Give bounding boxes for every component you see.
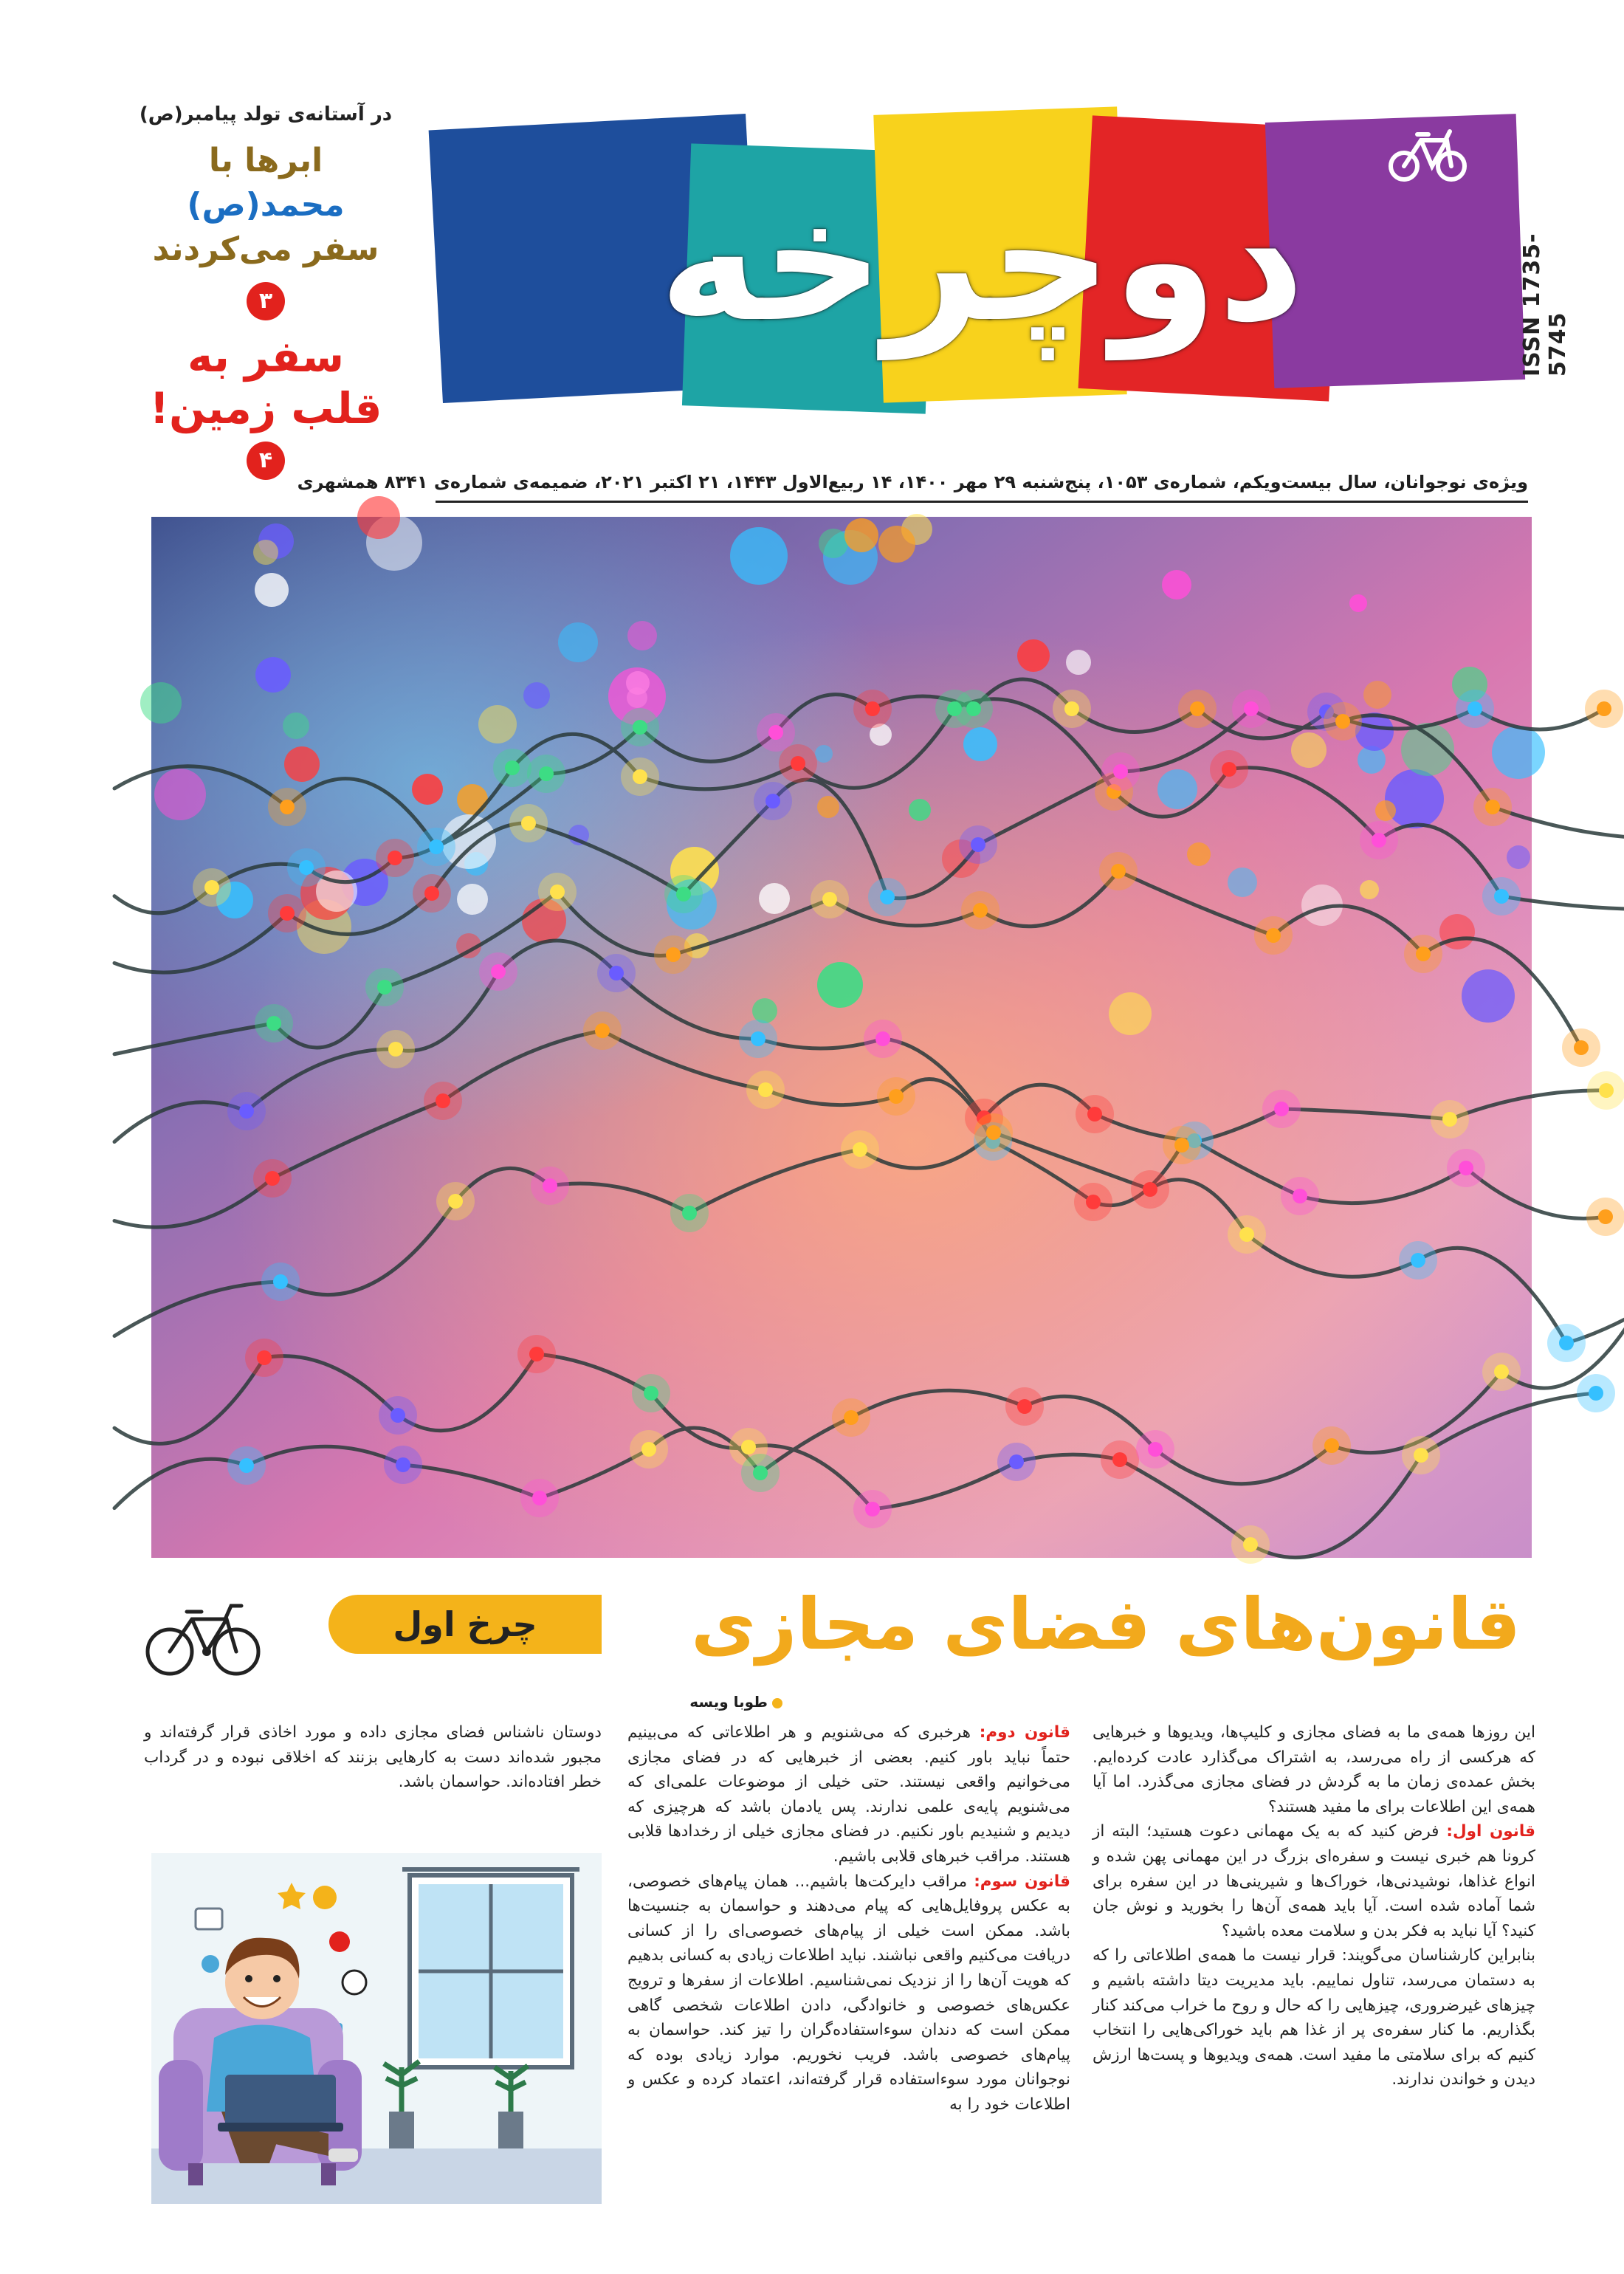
bulb xyxy=(768,725,783,740)
article-column-2 xyxy=(627,1720,1070,2193)
bulb xyxy=(1372,833,1386,848)
bokeh-light xyxy=(154,769,206,820)
bulb xyxy=(1266,928,1281,943)
bulb xyxy=(1113,764,1128,779)
bulb xyxy=(1111,864,1126,879)
bulb xyxy=(595,1023,610,1038)
bulb xyxy=(1597,701,1611,716)
bulb xyxy=(1143,1182,1157,1197)
law3-text: مراقب دایرکت‌ها باشیم... همان پیام‌های خصوصی، به عکس پروفایل‌هایی که پیام می‌دهند و حواسمان به جنسیت‌ها باشد. ممکن است خیلی از پیام‌های خصوصی‌ای را از کسانی دریافت می‌کنیم واقعی نباشند. نباید اطلاعات زیادی به کسانی بدهیم که هویت آن‌ها را از نزدیک نمی‌شناسیم. اطلاعات از سفرها و ترویج عکس‌های خصوصی و خانوادگی، دادن اطلاعات شخصی گاهی ممکن است که دندان سوءاستفاده‌گران را تیز کند. حواسمان به پیام‌های خصوصی باشد. فریب نخوریم. موارد زیادی بوده که نوجوانان مورد سوءاستفاده قرار گرفته‌اند، اعتماد کرده و عکس و اطلاعات خود را به xyxy=(627,1872,1070,2114)
bokeh-light xyxy=(1507,845,1530,869)
bokeh-light xyxy=(457,884,488,915)
bulb xyxy=(529,1347,544,1361)
bulb xyxy=(1009,1454,1024,1469)
bulb xyxy=(280,906,295,921)
bulb xyxy=(609,966,624,980)
bulb xyxy=(1112,1452,1127,1467)
bulb xyxy=(543,1178,557,1193)
bulb xyxy=(1293,1189,1307,1203)
string-lights-illustration xyxy=(151,517,1532,1558)
bulb xyxy=(1574,1040,1589,1055)
bokeh-light xyxy=(819,529,848,558)
bulb xyxy=(550,884,565,899)
bokeh-light xyxy=(844,518,878,552)
bulb xyxy=(1494,889,1509,904)
bulb xyxy=(204,880,219,895)
bokeh-light xyxy=(1157,769,1197,809)
bulb xyxy=(265,1171,280,1186)
bulb xyxy=(1411,1253,1425,1268)
bulb xyxy=(865,1502,880,1516)
bulb xyxy=(1414,1448,1428,1463)
bokeh-light xyxy=(1109,992,1152,1035)
bokeh-light xyxy=(1291,732,1327,768)
byline-dot-icon xyxy=(772,1698,782,1708)
bulb xyxy=(299,860,314,875)
dateline: ویژه‌ی نوجوانان، سال بیست‌ویکم، شماره‌ی ۱۰۵۳، پنج‌شنبه ۲۹ مهر ۱۴۰۰، ۱۴ ربیع‌الاول ۱۴۴۳، ۲۱ اکتبر ۲۰۲۱، ضمیمه‌ی شماره‌ی ۸۳۴۱ همشهری xyxy=(436,465,1528,503)
article-column-1 xyxy=(1093,1720,1535,2193)
bulb xyxy=(1494,1364,1509,1379)
bulb xyxy=(396,1457,410,1472)
bulb xyxy=(239,1458,254,1473)
bulb xyxy=(521,816,536,831)
bokeh-light xyxy=(357,496,400,539)
bokeh-light xyxy=(1228,868,1257,897)
side-headline-2[interactable] xyxy=(133,331,399,434)
side-headline-2-line1: سفر به xyxy=(187,332,344,382)
bulb xyxy=(424,886,439,901)
bulb xyxy=(539,766,554,781)
bulb xyxy=(436,1093,450,1108)
bulb xyxy=(973,903,988,918)
bokeh-light xyxy=(1066,650,1091,675)
bokeh-light xyxy=(627,621,657,650)
bulb xyxy=(1244,701,1259,716)
law1-label: قانون اول: xyxy=(1446,1822,1536,1841)
byline xyxy=(635,1691,782,1713)
bulb xyxy=(266,1016,281,1031)
col2-paragraph-law3 xyxy=(627,1869,1070,2117)
bulb xyxy=(1017,1399,1032,1414)
bulb xyxy=(1239,1227,1254,1242)
bulb xyxy=(1222,762,1236,777)
bicycle-icon xyxy=(144,1598,262,1680)
bulb xyxy=(1174,1138,1189,1153)
page-number-badge-1: ۳ xyxy=(247,282,285,320)
bulb xyxy=(1190,701,1205,716)
bokeh-light xyxy=(1162,570,1191,600)
section-label-pill: چرخ اول xyxy=(328,1595,602,1654)
bokeh-light xyxy=(1462,969,1515,1023)
bulb xyxy=(1598,1209,1613,1224)
bokeh-light xyxy=(730,527,788,585)
bulb xyxy=(1442,1112,1457,1127)
bokeh-light xyxy=(523,682,550,709)
law3-label: قانون سوم: xyxy=(974,1872,1070,1891)
bokeh-light xyxy=(909,799,931,821)
bokeh-light xyxy=(759,883,790,914)
bulb xyxy=(1243,1537,1258,1552)
bokeh-light xyxy=(1375,800,1396,821)
side-headline-2-line2: قلب زمین! xyxy=(149,383,382,433)
col1-paragraph-law1 xyxy=(1093,1819,1535,1943)
bulb xyxy=(1087,1107,1102,1121)
bulb xyxy=(1559,1336,1574,1350)
bokeh-light xyxy=(1349,594,1367,612)
bokeh-light xyxy=(284,746,320,782)
cover-photo-string-lights xyxy=(151,517,1532,1558)
bulb xyxy=(765,794,780,808)
bulb xyxy=(822,892,837,907)
bulb xyxy=(753,1466,768,1480)
bulb xyxy=(644,1386,658,1401)
bulb xyxy=(273,1274,288,1289)
bulb xyxy=(758,1082,773,1097)
bulb xyxy=(633,720,647,735)
bulb xyxy=(880,890,895,904)
bulb xyxy=(865,701,880,716)
bulb xyxy=(633,769,647,784)
bulb xyxy=(1086,1195,1101,1209)
page-number-badge-2: ۴ xyxy=(247,442,285,480)
bulb xyxy=(390,1408,405,1423)
side-headline-1-part2: محمد(ص) xyxy=(187,186,345,224)
bokeh-light xyxy=(1492,726,1545,779)
window-icon xyxy=(402,1869,579,2067)
bokeh-light xyxy=(878,526,915,563)
issn-number: ISSN 1735-5745 xyxy=(1519,233,1571,377)
bokeh-light xyxy=(817,796,839,818)
col3-paragraph-end: دوستان ناشناس فضای مجازی داده و مورد اخاذی قرار گرفته‌اند و مجبور شده‌اند دست به کارهایی بزنند که اخلاقی نبوده و در گرداب خطر افتاده‌اند. حواسمان باشد. xyxy=(144,1723,602,1792)
side-headlines xyxy=(133,103,399,517)
bulb xyxy=(429,839,444,854)
byline-author: طوبا ویسه xyxy=(689,1693,768,1711)
bokeh-light xyxy=(963,727,997,761)
bokeh-light xyxy=(140,682,182,724)
logo-wordmark: دوچرخه xyxy=(658,162,1305,360)
bulb xyxy=(532,1491,547,1505)
bulb xyxy=(1589,1386,1603,1401)
bokeh-light xyxy=(558,622,598,662)
bulb xyxy=(875,1031,890,1046)
bulb xyxy=(1335,714,1350,729)
bulb xyxy=(1148,1442,1163,1457)
bulb xyxy=(666,947,681,962)
bokeh-light xyxy=(752,998,777,1023)
bulb xyxy=(986,1125,1001,1140)
article-title: قانون‌های فضای مجازی xyxy=(691,1583,1521,1666)
bulb xyxy=(239,1104,254,1119)
law2-text: هرخبری که می‌شنویم و هر اطلاعاتی که می‌بینیم حتماً نباید باور کنیم. بعضی از خبرهایی که در فضای مجازی می‌خوانیم واقعی نیستند. حتی خیلی از موضوعات علمی‌ای که می‌شنویم پایه‌ی علمی ندارند. پس یادمان باشد که هرچیزی که دیدیم و شنیدیم باور نکنیم. در فضای مجازی خیلی از رخدادها قلابی هستند. مراقب خبرهای قلابی باشیم. xyxy=(627,1723,1070,1866)
bokeh-light xyxy=(253,540,278,565)
bokeh-light xyxy=(817,962,863,1008)
bulb xyxy=(971,837,985,852)
law2-label: قانون دوم: xyxy=(979,1723,1071,1742)
bulb xyxy=(791,756,805,771)
bulb xyxy=(641,1442,656,1457)
bokeh-light xyxy=(412,774,443,805)
col2-paragraph-law2 xyxy=(627,1720,1070,1869)
bokeh-light xyxy=(1360,880,1379,899)
bokeh-light xyxy=(255,657,291,693)
bokeh-light xyxy=(255,573,289,607)
col1-paragraph-intro: این روزها همه‌ی ما به فضای مجازی و کلیپ‌ها، ویدیوها و خبرهایی که هرکسی از راه می‌رسد، به اشتراک می‌گذارد عادت کرده‌ایم. بخش عمده‌ی زمان ما به گردش در فضای مجازی می‌گذرد. اما آیا همه‌ی این اطلاعات برای ما مفید هستند؟ xyxy=(1093,1723,1535,1816)
illustration-boy-with-laptop xyxy=(151,1853,602,2204)
side-headline-1-part1: ابرها با xyxy=(208,142,323,179)
bulb xyxy=(280,800,295,814)
bulb xyxy=(1468,701,1482,716)
bulb xyxy=(1416,947,1431,961)
bulb xyxy=(377,980,392,995)
bokeh-light xyxy=(457,784,488,815)
bulb xyxy=(1459,1161,1473,1175)
side-kicker: در آستانه‌ی تولد پیامبر(ص) xyxy=(139,103,393,126)
bulb xyxy=(751,1031,765,1046)
bulb xyxy=(741,1440,756,1454)
article-column-3 xyxy=(144,1720,602,1838)
side-headline-1[interactable] xyxy=(133,139,399,272)
bulb xyxy=(388,851,402,865)
bulb xyxy=(844,1410,859,1425)
law1-text: فرض کنید که به یک مهمانی دعوت هستید؛ البته از کرونا هم خبری نیست و سفره‌ای بزرگ در این مهمانی پهن شده و انواع غذاها، نوشیدنی‌ها، خوراک‌ها و شیرینی‌ها در این سفره برای شما آماده شده است. آیا باید همه‌ی آن‌ها را بخورید و نوش جان کنید؟ آیا نباید به فکر بدن و سلامت معده باشید؟ xyxy=(1093,1822,1535,1940)
bulb xyxy=(1485,800,1500,814)
masthead-logo xyxy=(436,103,1528,413)
bulb xyxy=(676,887,691,901)
bulb xyxy=(257,1350,272,1365)
side-headline-1-line2: سفر می‌کردند xyxy=(152,230,379,268)
bulb xyxy=(947,701,962,716)
bokeh-light xyxy=(1385,769,1444,828)
bulb xyxy=(1599,1083,1614,1098)
bulb xyxy=(1274,1102,1289,1116)
bokeh-light xyxy=(1187,842,1211,866)
bulb xyxy=(491,964,506,979)
bulb xyxy=(1324,1438,1339,1453)
bokeh-light xyxy=(815,745,833,763)
bulb xyxy=(1064,701,1079,716)
bokeh-light xyxy=(1363,681,1391,709)
col1-paragraph-advice: بنابراین کارشناسان می‌گویند: قرار نیست ما همه‌ی اطلاعاتی را که به دستمان می‌رسد، تناول نماییم. باید مدیریت دیتا داشته باشیم و چیزهای غیرضروری، چیزهایی را که حال و روح ما خراب می‌کند کنار بگذاریم. ما کنار سفره‌ی پر از غذا هم باید خوراکی‌هایی را انتخاب کنیم که برای سلامتی ما مفید است. همه‌ی ویدیوها و پست‌ها ارزش دیدن و خواندن ندارند. xyxy=(1093,1946,1535,2089)
bulb xyxy=(889,1089,904,1104)
bokeh-light xyxy=(1017,639,1050,672)
bulb xyxy=(853,1142,867,1157)
bulb xyxy=(388,1042,403,1057)
bulb xyxy=(505,760,520,775)
bokeh-light xyxy=(478,705,517,743)
bulb xyxy=(682,1206,697,1220)
bulb xyxy=(448,1194,463,1209)
bokeh-light xyxy=(283,712,309,739)
